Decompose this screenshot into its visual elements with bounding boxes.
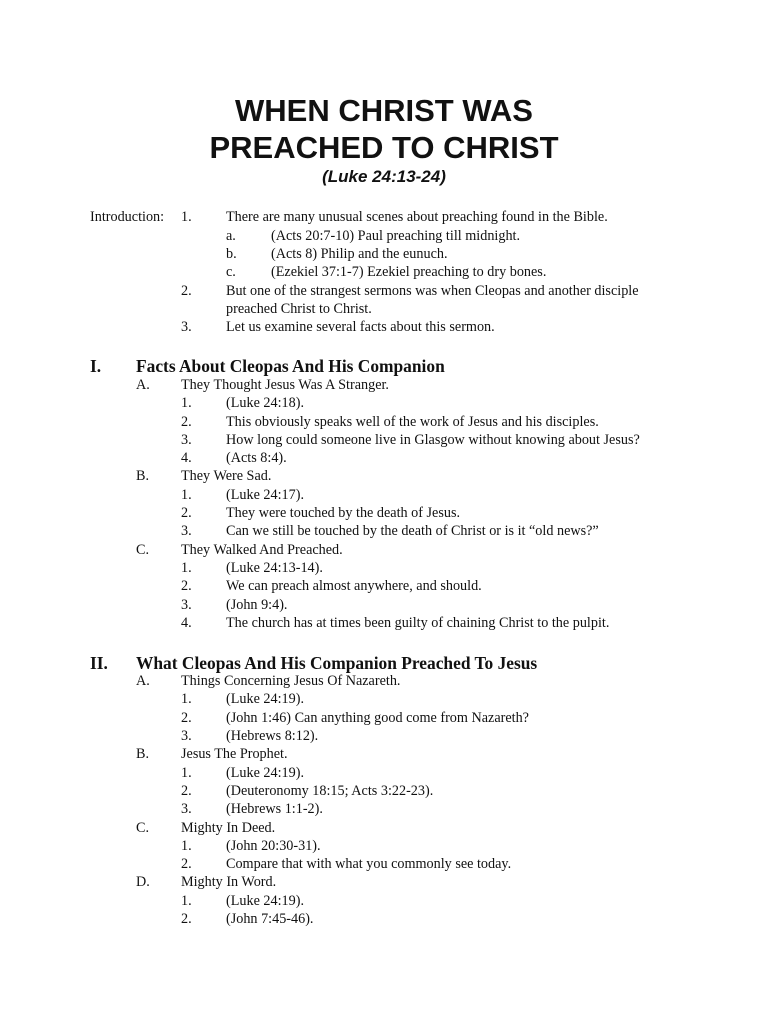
intro-item-text: But one of the strangest sermons was when Cleopas and another disciple bbox=[226, 283, 639, 299]
item-text: (Luke 24:13-14). bbox=[226, 560, 323, 576]
item-text: (John 1:46) Can anything good come from Nazareth? bbox=[226, 710, 529, 726]
item-text: This obviously speaks well of the work of Jesus and his disciples. bbox=[226, 414, 599, 430]
intro-item-number: 3. bbox=[181, 319, 192, 335]
item-number: 1. bbox=[181, 893, 192, 909]
item-text: (Luke 24:18). bbox=[226, 395, 305, 411]
section-numeral: II. bbox=[90, 653, 108, 673]
item-text: (John 9:4). bbox=[226, 597, 288, 613]
intro-item-text: There are many unusual scenes about preaching found in the Bible. bbox=[226, 209, 608, 225]
point-letter: B. bbox=[136, 468, 150, 484]
point-letter: A. bbox=[136, 377, 150, 393]
item-number: 1. bbox=[181, 560, 192, 576]
item-text: (John 7:45-46). bbox=[226, 911, 314, 927]
page-title-line-1: WHEN CHRIST WAS bbox=[235, 93, 533, 128]
point-letter: D. bbox=[136, 874, 150, 890]
item-text: (Luke 24:19). bbox=[226, 765, 305, 781]
item-text: They were touched by the death of Jesus. bbox=[226, 505, 461, 521]
item-number: 2. bbox=[181, 911, 192, 927]
intro-item-text-continued: preached Christ to Christ. bbox=[226, 301, 372, 317]
item-number: 3. bbox=[181, 432, 192, 448]
point-text: They Thought Jesus Was A Stranger. bbox=[181, 377, 389, 393]
point-letter: B. bbox=[136, 746, 150, 762]
item-text: (Luke 24:17). bbox=[226, 487, 305, 503]
item-number: 3. bbox=[181, 728, 192, 744]
introduction-label: Introduction: bbox=[90, 209, 165, 225]
item-number: 4. bbox=[181, 615, 192, 631]
intro-sub-letter: b. bbox=[226, 246, 237, 262]
point-letter: A. bbox=[136, 673, 150, 689]
intro-sub-text: (Acts 8) Philip and the eunuch. bbox=[271, 246, 448, 262]
item-number: 2. bbox=[181, 578, 192, 594]
section-heading: Facts About Cleopas And His Companion bbox=[136, 356, 445, 376]
point-letter: C. bbox=[136, 542, 150, 558]
point-text: They Walked And Preached. bbox=[181, 542, 343, 558]
intro-sub-letter: a. bbox=[226, 228, 236, 244]
point-text: Jesus The Prophet. bbox=[181, 746, 288, 762]
section-heading: What Cleopas And His Companion Preached To Jesus bbox=[136, 653, 538, 673]
item-number: 1. bbox=[181, 691, 192, 707]
point-text: Things Concerning Jesus Of Nazareth. bbox=[181, 673, 401, 689]
intro-item-text: Let us examine several facts about this sermon. bbox=[226, 319, 495, 335]
item-text: The church has at times been guilty of chaining Christ to the pulpit. bbox=[226, 615, 610, 631]
item-number: 3. bbox=[181, 801, 192, 817]
item-text: How long could someone live in Glasgow without knowing about Jesus? bbox=[226, 432, 640, 448]
item-number: 1. bbox=[181, 765, 192, 781]
point-text: Mighty In Word. bbox=[181, 874, 277, 890]
item-text: (Luke 24:19). bbox=[226, 691, 305, 707]
item-number: 4. bbox=[181, 450, 192, 466]
section-numeral: I. bbox=[90, 356, 102, 376]
item-number: 1. bbox=[181, 487, 192, 503]
item-number: 3. bbox=[181, 597, 192, 613]
item-number: 1. bbox=[181, 838, 192, 854]
item-number: 2. bbox=[181, 710, 192, 726]
intro-sub-text: (Ezekiel 37:1-7) Ezekiel preaching to dry bones. bbox=[271, 264, 547, 280]
item-text: (Deuteronomy 18:15; Acts 3:22-23). bbox=[226, 783, 434, 799]
intro-item-number: 2. bbox=[181, 283, 192, 299]
point-text: They Were Sad. bbox=[181, 468, 272, 484]
item-text: (Luke 24:19). bbox=[226, 893, 305, 909]
item-number: 1. bbox=[181, 395, 192, 411]
intro-sub-text: (Acts 20:7-10) Paul preaching till midnight. bbox=[271, 228, 521, 244]
point-letter: C. bbox=[136, 820, 150, 836]
item-number: 2. bbox=[181, 783, 192, 799]
item-text: (Hebrews 1:1-2). bbox=[226, 801, 323, 817]
item-number: 2. bbox=[181, 414, 192, 430]
item-text: Can we still be touched by the death of Christ or is it “old news?” bbox=[226, 523, 599, 539]
point-text: Mighty In Deed. bbox=[181, 820, 276, 836]
item-number: 2. bbox=[181, 856, 192, 872]
item-text: (Hebrews 8:12). bbox=[226, 728, 319, 744]
intro-item-number: 1. bbox=[181, 209, 192, 225]
item-text: We can preach almost anywhere, and should. bbox=[226, 578, 482, 594]
item-text: (Acts 8:4). bbox=[226, 450, 287, 466]
item-number: 2. bbox=[181, 505, 192, 521]
scripture-reference: (Luke 24:13-24) bbox=[322, 167, 446, 186]
item-text: Compare that with what you commonly see today. bbox=[226, 856, 512, 872]
item-number: 3. bbox=[181, 523, 192, 539]
page-title-line-2: PREACHED TO CHRIST bbox=[209, 130, 559, 165]
item-text: (John 20:30-31). bbox=[226, 838, 321, 854]
intro-sub-letter: c. bbox=[226, 264, 236, 280]
